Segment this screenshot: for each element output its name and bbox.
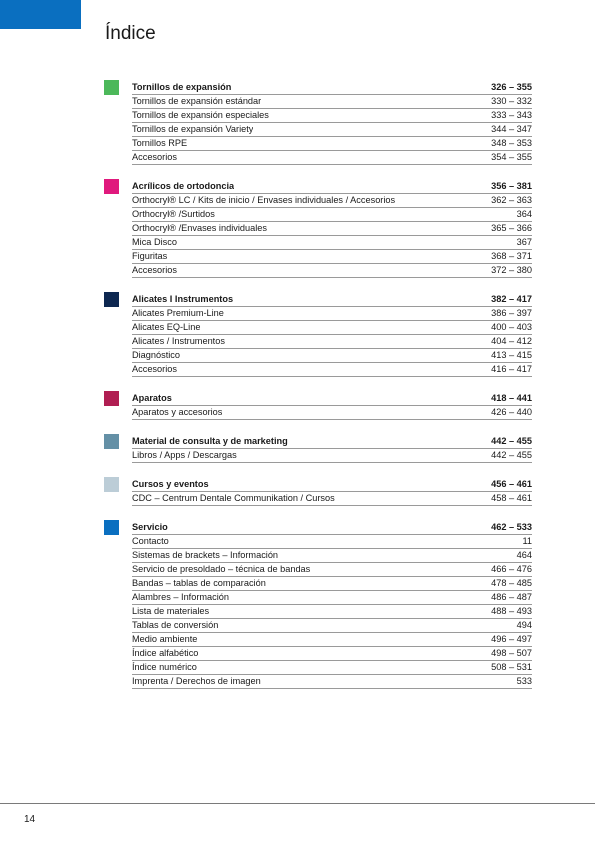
section-heading-pages: 462 – 533: [491, 522, 532, 532]
toc-section: [104, 477, 532, 506]
toc-entry-label: Imprenta / Derechos de imagen: [132, 676, 261, 686]
toc-entry-label: Tornillos RPE: [132, 138, 188, 148]
toc-entry-label: Índice alfabético: [132, 648, 199, 658]
toc-entry[interactable]: [132, 619, 532, 633]
page-number: 14: [24, 814, 36, 825]
section-heading-pages: 326 – 355: [491, 82, 532, 92]
toc-entry-pages: 348 – 353: [491, 138, 532, 148]
toc-entry[interactable]: [132, 307, 532, 321]
section-color-swatch: [104, 434, 119, 449]
toc-section: [104, 292, 532, 377]
section-heading-label: Alicates I Instrumentos: [132, 294, 234, 304]
toc-entry-label: Aparatos y accesorios: [132, 407, 223, 417]
toc-entry-pages: 488 – 493: [491, 606, 532, 616]
toc-entry-pages: 496 – 497: [491, 634, 532, 644]
toc-entry-pages: 508 – 531: [491, 662, 532, 672]
section-heading-pages: 356 – 381: [491, 181, 532, 191]
toc-entry-pages: 11: [522, 536, 532, 546]
toc-section: [104, 520, 532, 689]
toc-entry[interactable]: [132, 563, 532, 577]
toc-entry-label: Accesorios: [132, 152, 177, 162]
toc-entry-pages: 364: [516, 209, 532, 219]
toc-entry-label: Índice numérico: [132, 662, 197, 672]
toc-entry-pages: 478 – 485: [491, 578, 532, 588]
toc-entry-label: Alambres – Información: [132, 592, 230, 602]
toc-entry-pages: 404 – 412: [491, 336, 532, 346]
toc-section: [104, 391, 532, 420]
toc-entry[interactable]: [132, 535, 532, 549]
toc-entry-pages: 372 – 380: [491, 265, 532, 275]
toc-entry-label: Orthocryl® /Envases individuales: [132, 223, 267, 233]
footer-divider: [0, 803, 595, 804]
toc-entry-label: Contacto: [132, 536, 169, 546]
toc-entry[interactable]: [132, 675, 532, 689]
section-color-swatch: [104, 292, 119, 307]
toc-entry[interactable]: [132, 349, 532, 363]
section-color-swatch: [104, 80, 119, 95]
section-heading[interactable]: [132, 434, 532, 449]
toc-entry-label: Figuritas: [132, 251, 168, 261]
toc-entry[interactable]: [132, 591, 532, 605]
toc-entry[interactable]: [132, 549, 532, 563]
section-color-swatch: [104, 477, 119, 492]
toc-entry-pages: 368 – 371: [491, 251, 532, 261]
toc-entry-label: Sistemas de brackets – Información: [132, 550, 279, 560]
header-color-bar: [0, 0, 81, 29]
toc-entry-label: Diagnóstico: [132, 350, 181, 360]
toc-entry-label: Alicates EQ-Line: [132, 322, 201, 332]
toc-entry[interactable]: [132, 363, 532, 377]
toc-entry[interactable]: [132, 492, 532, 506]
section-heading-pages: 418 – 441: [491, 393, 532, 403]
toc-entry-pages: 367: [516, 237, 532, 247]
toc-entry[interactable]: [132, 647, 532, 661]
section-heading[interactable]: [132, 520, 532, 535]
toc-entry-pages: 442 – 455: [491, 450, 532, 460]
toc-entry[interactable]: [132, 250, 532, 264]
toc-entry-label: Tornillos de expansión especiales: [132, 110, 269, 120]
toc-entry[interactable]: [132, 236, 532, 250]
toc-entry-pages: 333 – 343: [491, 110, 532, 120]
toc-entry-label: Orthocryl® /Surtidos: [132, 209, 215, 219]
section-heading[interactable]: [132, 292, 532, 307]
toc-entry-label: Accesorios: [132, 364, 177, 374]
toc-entry-pages: 400 – 403: [491, 322, 532, 332]
toc-entry[interactable]: [132, 449, 532, 463]
toc-entry[interactable]: [132, 95, 532, 109]
toc-entry-pages: 365 – 366: [491, 223, 532, 233]
toc-entry-label: Lista de materiales: [132, 606, 210, 616]
toc-entry-label: Medio ambiente: [132, 634, 198, 644]
table-of-contents: [104, 80, 532, 703]
toc-entry[interactable]: [132, 109, 532, 123]
toc-entry-pages: 354 – 355: [491, 152, 532, 162]
toc-entry-pages: 494: [516, 620, 532, 630]
section-heading[interactable]: [132, 179, 532, 194]
section-heading-label: Tornillos de expansión: [132, 82, 232, 92]
toc-entry-pages: 486 – 487: [491, 592, 532, 602]
toc-entry-pages: 458 – 461: [491, 493, 532, 503]
toc-entry-pages: 533: [516, 676, 532, 686]
toc-entry-label: Alicates / Instrumentos: [132, 336, 225, 346]
toc-entry[interactable]: [132, 577, 532, 591]
section-color-swatch: [104, 391, 119, 406]
toc-entry[interactable]: [132, 194, 532, 208]
toc-entry-label: Servicio de presoldado – técnica de bandas: [132, 564, 311, 574]
toc-entry-label: Mica Disco: [132, 237, 177, 247]
toc-entry-pages: 466 – 476: [491, 564, 532, 574]
toc-entry-label: Orthocryl® LC / Kits de inicio / Envases individuales / Accesorios: [132, 195, 396, 205]
toc-entry-pages: 413 – 415: [491, 350, 532, 360]
toc-entry-label: Accesorios: [132, 265, 177, 275]
section-heading-pages: 456 – 461: [491, 479, 532, 489]
toc-entry[interactable]: [132, 661, 532, 675]
toc-entry-pages: 344 – 347: [491, 124, 532, 134]
toc-entry[interactable]: [132, 605, 532, 619]
toc-entry-pages: 498 – 507: [491, 648, 532, 658]
toc-entry[interactable]: [132, 123, 532, 137]
section-heading-label: Cursos y eventos: [132, 479, 209, 489]
section-heading-label: Aparatos: [132, 393, 172, 403]
toc-entry[interactable]: [132, 335, 532, 349]
toc-entry-label: Tornillos de expansión Variety: [132, 124, 254, 134]
section-heading[interactable]: [132, 391, 532, 406]
toc-section: [104, 434, 532, 463]
toc-entry-label: Tornillos de expansión estándar: [132, 96, 262, 106]
toc-entry[interactable]: [132, 321, 532, 335]
section-color-swatch: [104, 520, 119, 535]
toc-entry-label: Alicates Premium-Line: [132, 308, 224, 318]
page-title: Índice: [105, 22, 156, 44]
toc-entry-pages: 330 – 332: [491, 96, 532, 106]
toc-entry[interactable]: [132, 137, 532, 151]
section-heading-label: Material de consulta y de marketing: [132, 436, 288, 446]
section-heading[interactable]: [132, 80, 532, 95]
toc-entry-pages: 386 – 397: [491, 308, 532, 318]
toc-entry-pages: 426 – 440: [491, 407, 532, 417]
toc-entry[interactable]: [132, 208, 532, 222]
section-color-swatch: [104, 179, 119, 194]
section-heading-pages: 442 – 455: [491, 436, 532, 446]
toc-entry-label: Libros / Apps / Descargas: [132, 450, 237, 460]
section-heading[interactable]: [132, 477, 532, 492]
toc-section: [104, 80, 532, 165]
toc-entry-pages: 464: [516, 550, 532, 560]
toc-entry-label: Bandas – tablas de comparación: [132, 578, 266, 588]
toc-entry-pages: 362 – 363: [491, 195, 532, 205]
toc-entry-label: Tablas de conversión: [132, 620, 219, 630]
toc-entry[interactable]: [132, 406, 532, 420]
section-heading-pages: 382 – 417: [491, 294, 532, 304]
toc-entry[interactable]: [132, 222, 532, 236]
section-heading-label: Acrílicos de ortodoncia: [132, 181, 235, 191]
toc-entry[interactable]: [132, 633, 532, 647]
toc-section: [104, 179, 532, 278]
toc-entry[interactable]: [132, 151, 532, 165]
section-heading-label: Servicio: [132, 522, 168, 532]
toc-entry[interactable]: [132, 264, 532, 278]
toc-entry-pages: 416 – 417: [491, 364, 532, 374]
toc-entry-label: CDC – Centrum Dentale Communikation / Cursos: [132, 493, 335, 503]
